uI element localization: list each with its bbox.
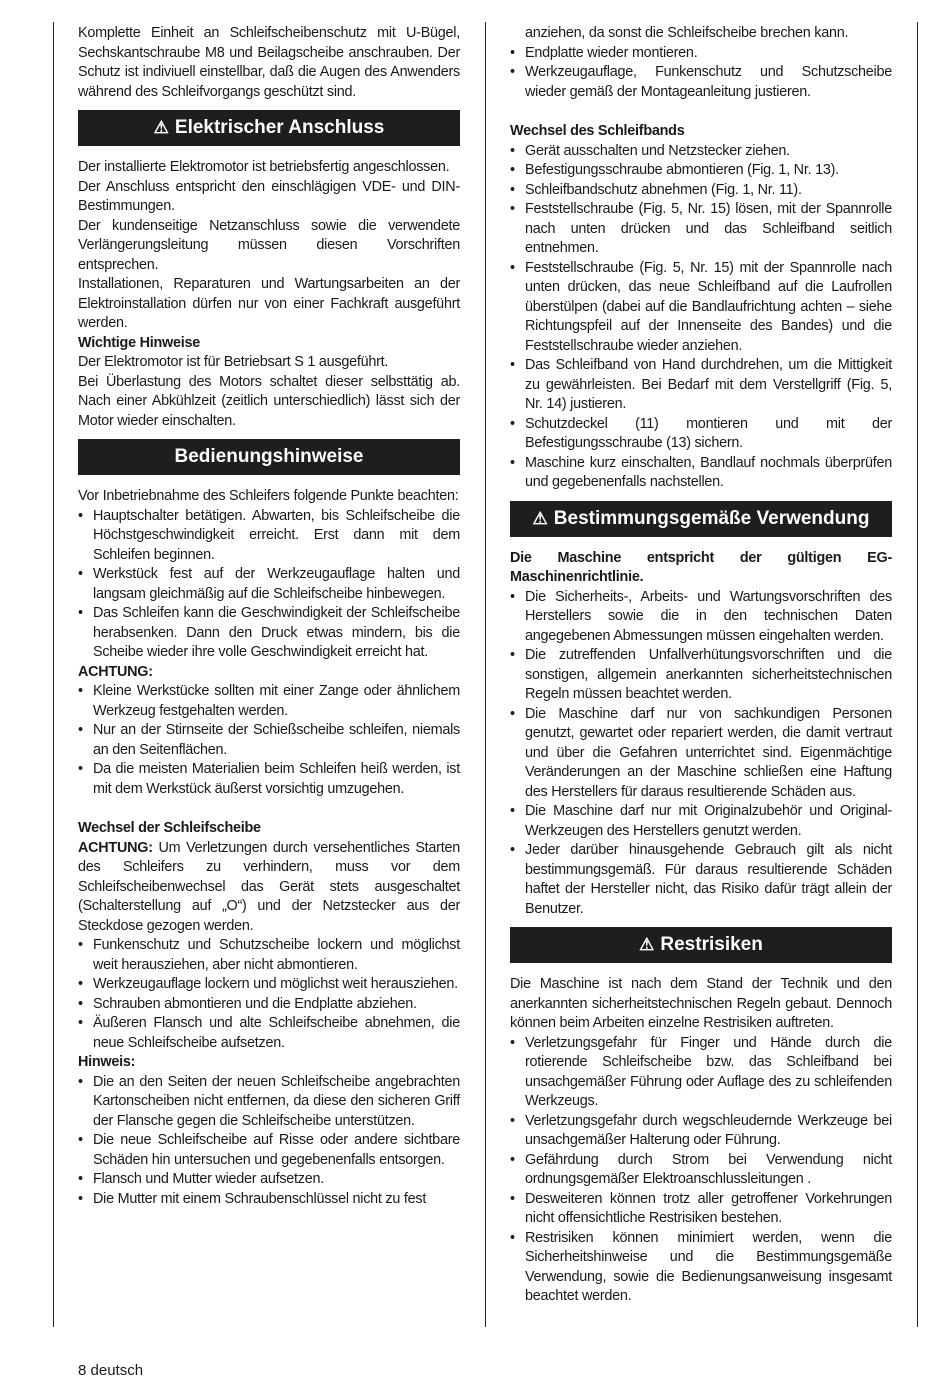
paragraph: Die Maschine ist nach dem Stand der Technik und den anerkannten sicherheitstechnischen Regeln gebaut. Dennoch können beim Arbeiten einzelne Restrisiken auftreten. [510,976,892,1031]
directive-statement: Die Maschine entspricht der gültigen EG-Maschinenrichtlinie. [510,549,892,585]
column-rule-middle [485,22,486,1327]
note-label: Hinweis: [78,1054,136,1070]
subheading-belt-change: Wechsel des Schleifbands [510,123,685,139]
list-item: • Werkstück fest auf der Werkzeugauflage halten und langsam gleichmäßig auf die Schleifscheibe hinbewegen. [78,565,460,604]
list-item: • Die Maschine darf nur von sachkundigen Personen genutzt, gewartet oder repariert werden, die damit vertraut und über die Gefahren unterrichtet sind. Eigenmächtige Veränderungen an der Maschine schließen eine Haftung des Herstellers für daraus resultierende Schäden aus. [510,705,892,803]
section-header-intended-use [510,501,892,537]
list-item: • Die neue Schleifscheibe auf Risse oder andere sichtbare Schäden hin untersuchen und gegebenenfalls entsorgen. [78,1131,460,1170]
paragraph: Bei Überlastung des Motors schaltet dieser selbsttätig ab. Nach einer Abkühlzeit (zeitlich unterschiedlich) lässt sich der Motor wieder einschalten. [78,373,460,429]
belt-change-list [510,142,892,493]
operation-list [78,507,460,663]
list-item: • Die Sicherheits-, Arbeits- und Wartungsvorschriften des Herstellers sowie die in den technischen Daten angegebenen Abmessungen müssen eingehalten werden. [510,588,892,647]
section-header-residual-risks [510,927,892,963]
guard-mounting-paragraph: Komplette Einheit an Schleifscheibenschutz mit U-Bügel, Sechskantschraube M8 und Beilagscheibe anschrauben. Der Schutz ist indiviuell einstellbar, daß die Augen des Anwenders während des Schleifvorgangs geschützt sind. [78,25,460,100]
list-item: • Das Schleifen kann die Geschwindigkeit der Schleifscheibe herabsenken. Dann den Druck etwas mindern, bis die Scheibe wieder ihre volle Geschwindigkeit erreicht hat. [78,604,460,663]
paragraph: Installationen, Reparaturen und Wartungsarbeiten an der Elektroinstallation dürfen nur von einer Fachkraft ausgeführt werden. [78,276,460,331]
intended-use-list [510,588,892,920]
list-item: • Feststellschraube (Fig. 5, Nr. 15) lösen, mit der Spannrolle nach unten drücken und das Schleifband seitlich entnehmen. [510,200,892,259]
list-item: • Gefährdung durch Strom bei Verwendung nicht ordnungsgemäßer Elektroanschlussleitungen . [510,1151,892,1190]
list-item: • Befestigungsschraube abmontieren (Fig. 1, Nr. 13). [510,161,892,181]
list-item: • Verletzungsgefahr für Finger und Hände durch die rotierende Schleifscheibe bzw. das Schleifband bei unsachgemäßer Führung oder Auflage des zu schleifenden Werkzeugs. [510,1034,892,1112]
list-item: • Schutzdeckel (11) montieren und mit der Befestigungsschraube (13) sichern. [510,415,892,454]
list-item: • Hauptschalter betätigen. Abwarten, bis Schleifscheibe die Höchstgeschwindigkeit erreicht. Erst dann mit dem Schleifen beginnen. [78,507,460,566]
list-item: • Maschine kurz einschalten, Bandlauf nochmals überprüfen und gegebenenfalls nachstellen. [510,454,892,493]
list-item: • Die Maschine darf nur mit Originalzubehör und Original-Werkzeugen des Herstellers genutzt werden. [510,802,892,841]
paragraph [78,839,460,937]
list-item: • Restrisiken können minimiert werden, wenn die Sicherheitshinweise und die Bestimmungsgemäße Verwendung, sowie die Bedienungsanweisung insgesamt beachtet werden. [510,1229,892,1307]
list-item: • Flansch und Mutter wieder aufsetzen. [78,1170,460,1190]
list-item: • Feststellschraube (Fig. 5, Nr. 15) mit der Spannrolle nach unten drücken, das neue Schleifband auf die Laufrollen überstülpen (dabei auf die Bandlaufrichtung achten – siehe Richtungspfeil auf der Innenseite des Bandes) und die Feststellschraube wieder anziehen. [510,259,892,357]
subheading-important-notes: Wichtige Hinweise [78,334,200,351]
column-rule-left [53,22,54,1327]
subheading-wheel-change: Wechsel der Schleifscheibe [78,820,261,836]
warning-triangle-icon: ⚠ [153,118,169,137]
list-item: • Werkzeugauflage lockern und möglichst weit herausziehen. [78,975,460,995]
warning-triangle-icon: ⚠ [639,935,655,954]
paragraph: Der kundenseitige Netzanschluss sowie die verwendete Verlängerungsleitung müssen diesen Vorschriften entsprechen. [78,217,460,273]
list-item: • Endplatte wieder montieren. [510,44,892,64]
section-title: Restrisiken [660,934,763,955]
residual-risks-list [510,1034,892,1307]
column-rule-right [917,22,918,1327]
caution-text: Um Verletzungen durch versehentliches Starten des Schleifers zu verhindern, muss vor dem Schleifscheibenwechsel das Gerät stets ausgeschaltet (Schalterstellung auf „O“) und der Netzstecker aus der Steckdose gezogen werden. [78,839,460,934]
list-item: • Da die meisten Materialien beim Schleifen heiß werden, ist mit dem Werkstück äußerst vorsichtig umzugehen. [78,760,460,799]
paragraph: Vor Inbetriebnahme des Schleifers folgende Punkte beachten: [78,488,459,504]
list-item: • Die an den Seiten der neuen Schleifscheibe angebrachten Kartonscheiben nicht entfernen, da diese den sicheren Griff der Flansche gegen die Schleifscheibe unterstützen. [78,1073,460,1132]
list-item: • Die zutreffenden Unfallverhütungsvorschriften und die sonstigen, allgemein anerkannten sicherheitstechnischen Regeln müssen beachtet werden. [510,646,892,705]
caution-label: ACHTUNG: [78,839,153,856]
list-item: • Äußeren Flansch und alte Schleifscheibe abnehmen, die neue Schleifscheibe aufsetzen. [78,1014,460,1053]
list-item: • Kleine Werkstücke sollten mit einer Zange oder ähnlichem Werkzeug festgehalten werden. [78,682,460,721]
paragraph: Der installierte Elektromotor ist betriebsfertig angeschlossen. [78,159,450,175]
note-list [78,1073,460,1210]
right-column [510,24,892,1307]
wheel-change-list [78,936,460,1053]
section-title: Bestimmungsgemäße Verwendung [553,507,870,529]
list-item: • Funkenschutz und Schutzscheibe lockern und möglichst weit herausziehen, aber nicht abmontieren. [78,936,460,975]
continued-list [510,44,892,103]
left-column [78,24,460,1209]
list-item: • Verletzungsgefahr durch wegschleudernde Werkzeuge bei unsachgemäßer Halterung oder Führung. [510,1112,892,1151]
section-title: Elektrischer Anschluss [174,117,385,138]
paragraph: Der Anschluss entspricht den einschlägigen VDE- und DIN-Bestimmungen. [78,178,460,214]
section-header-electrical [78,110,460,146]
page-footer: 8 deutsch [78,1362,144,1379]
list-item: • Werkzeugauflage, Funkenschutz und Schutzscheibe wieder gemäß der Montageanleitung justieren. [510,63,892,102]
list-item: • Jeder darüber hinausgehende Gebrauch gilt als nicht bestimmungsgemäß. Für daraus resultierende Schäden haftet der Hersteller nicht, das Risiko dafür trägt allein der Benutzer. [510,841,892,919]
list-item: • Schleifbandschutz abnehmen (Fig. 1, Nr. 11). [510,181,892,201]
paragraph: Der Elektromotor ist für Betriebsart S 1 ausgeführt. [78,354,389,370]
list-item: • Desweiteren können trotz aller getroffener Vorkehrungen nicht offensichtliche Restrisiken bestehen. [510,1190,892,1229]
list-item: • Nur an der Stirnseite der Schießscheibe schleifen, niemals an den Seitenflächen. [78,721,460,760]
continued-text: anziehen, da sonst die Schleifscheibe brechen kann. [525,25,849,41]
list-item: • Die Mutter mit einem Schraubenschlüssel nicht zu fest [78,1190,460,1210]
list-item: • Gerät ausschalten und Netzstecker ziehen. [510,142,892,162]
caution-label: ACHTUNG: [78,663,153,680]
warning-triangle-icon: ⚠ [532,508,548,528]
section-header-operation [78,439,460,475]
caution-list [78,682,460,799]
list-item: • Schrauben abmontieren und die Endplatte abziehen. [78,995,460,1015]
list-item: • Das Schleifband von Hand durchdrehen, um die Mittigkeit zu gewährleisten. Bei Bedarf mit dem Verstellgriff (Fig. 5, Nr. 14) justieren. [510,356,892,415]
section-title: Bedienungshinweise [174,446,364,467]
